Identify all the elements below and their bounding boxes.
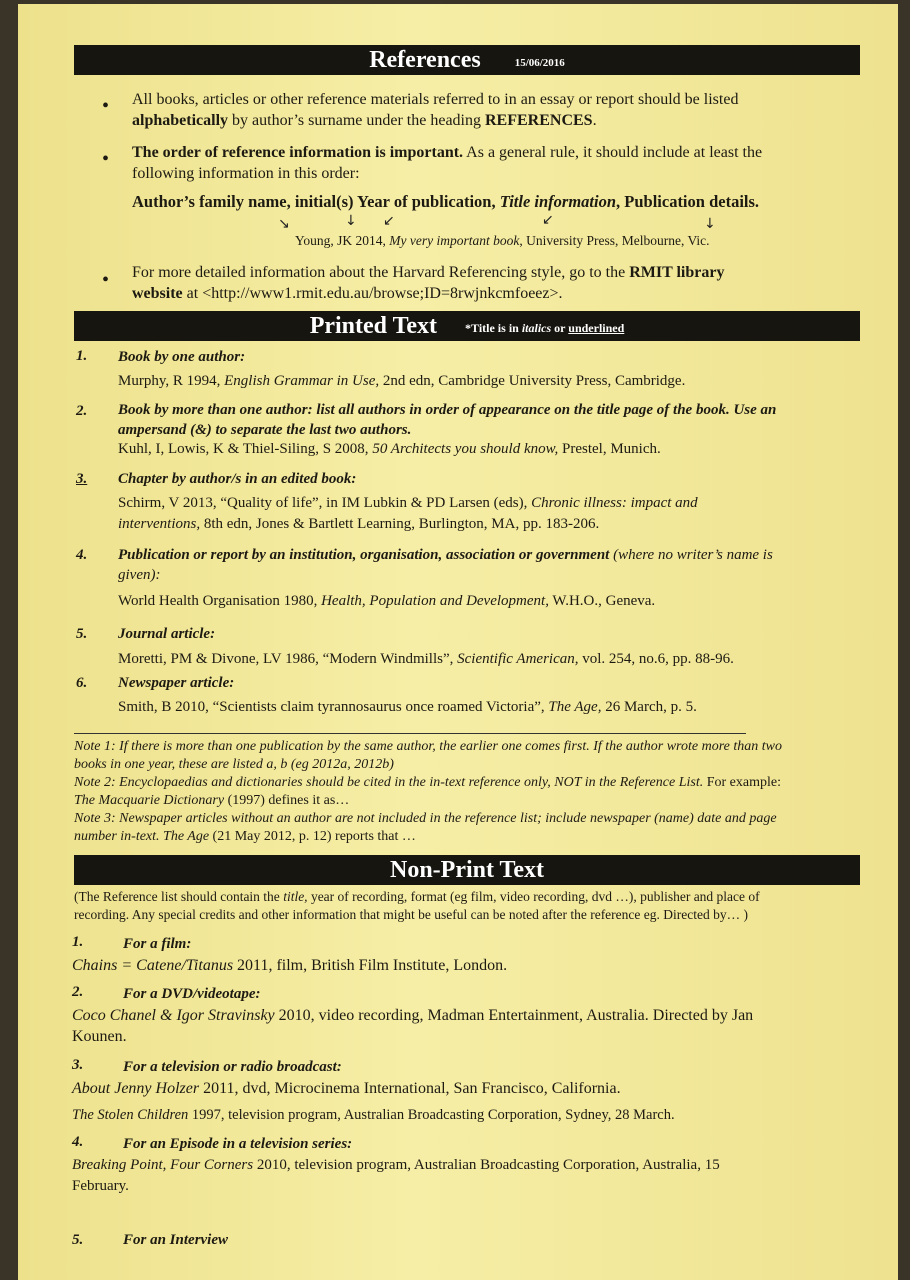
text: by author’s surname under the heading — [228, 112, 485, 129]
text: All books, articles or other reference materials referred to in an essay or report should be listed — [132, 91, 739, 108]
reference-example — [118, 591, 655, 612]
text: Moretti, PM & Divone, LV 1986, “Modern Windmills”, — [118, 651, 458, 667]
references-heading-bar — [74, 45, 860, 75]
reference-example — [118, 439, 661, 460]
text: Newspaper articles without an author are not included in the reference list; include newspaper (name) date and page — [119, 811, 777, 826]
text: ampersand (&) to separate the last two authors. — [118, 422, 412, 438]
text: For more detailed information about the Harvard Referencing style, go to the — [132, 264, 630, 281]
reference-example — [118, 371, 685, 392]
reference-example — [72, 1005, 872, 1047]
reference-example — [72, 1155, 872, 1197]
item-number: 5. — [76, 626, 88, 642]
text: 2011, film, British Film Institute, London. — [233, 957, 508, 974]
document-page — [18, 4, 898, 1280]
text: February. — [72, 1178, 129, 1194]
text: 2011, dvd, Microcinema International, San Francisco, California. — [199, 1080, 621, 1097]
item-heading — [118, 400, 878, 440]
item-number: 5. — [72, 1232, 84, 1248]
text: alphabetically — [132, 112, 229, 129]
text: Prestel, Munich. — [558, 441, 661, 457]
reference-example — [72, 955, 507, 976]
text: W.H.O., Geneva. — [548, 593, 656, 609]
text: , University Press, Melbourne, Vic. — [519, 233, 710, 248]
title-format-note — [465, 321, 624, 336]
text: World Health Organisation 1980, — [118, 593, 322, 609]
bullet-order — [132, 142, 872, 184]
item-heading: For an Interview — [123, 1232, 229, 1248]
item-heading: Book by one author: — [118, 349, 246, 365]
printed-text-heading-bar — [74, 311, 860, 341]
text: 1997, television program, Australian Broadcasting Corporation, Sydney, 28 March. — [188, 1107, 675, 1123]
arrow-icon: ↘ — [278, 216, 290, 232]
text: 2nd edn, Cambridge University Press, Cambridge. — [379, 373, 686, 389]
text: Young, JK 2014, — [295, 233, 390, 248]
text: Smith, B 2010, “Scientists claim tyrannosaurus once roamed Victoria”, — [118, 699, 549, 715]
reference-example — [118, 493, 878, 535]
text: interventions, — [118, 516, 201, 532]
text: given): — [118, 567, 161, 583]
item-number: 3. — [72, 1057, 84, 1073]
text: Chains = Catene/Titanus — [72, 957, 234, 974]
arrow-icon: ↙ — [542, 212, 554, 228]
item-heading: For a television or radio broadcast: — [123, 1059, 342, 1075]
arrow-icon: ↓ — [345, 213, 357, 229]
item-heading: For an Episode in a television series: — [123, 1136, 353, 1152]
item-heading: Newspaper article: — [118, 675, 235, 691]
non-print-text-title: Non-Print Text — [389, 856, 544, 883]
text: Note 1: If there is more than one publication by the same author, the earlier one comes first. If the author wrote more than two — [74, 739, 782, 754]
text: or — [551, 320, 569, 335]
item-number: 2. — [72, 984, 84, 1000]
bullet-icon: • — [102, 148, 110, 170]
item-number: 4. — [72, 1134, 84, 1150]
notes-block — [74, 738, 874, 846]
text: Schirm, V 2013, “Quality of life”, in IM Lubkin & PD Larsen (eds), — [118, 495, 532, 511]
text: 2010, television program, Australian Broadcasting Corporation, Australia, 15 — [253, 1157, 720, 1173]
order-line — [132, 192, 759, 212]
text: Coco Chanel & Igor Stravinsky — [72, 1007, 275, 1024]
reference-example — [72, 1078, 621, 1099]
text: (1997) defines it as… — [224, 793, 350, 808]
arrow-icon: ↙ — [383, 213, 395, 229]
bullet-rmit-library — [132, 262, 872, 304]
text: REFERENCES — [484, 112, 593, 129]
item-heading: Journal article: — [118, 626, 216, 642]
text: Author’s family name, initial(s) Year of publication, — [132, 192, 500, 211]
text: The Age, — [548, 699, 602, 715]
text: Title information — [499, 192, 617, 211]
item-number: 2. — [76, 403, 88, 419]
bullet-icon: • — [102, 269, 110, 291]
text: (21 May 2012, p. 12) reports that … — [209, 829, 416, 844]
text: English Grammar in Use, — [224, 373, 380, 389]
item-number: 1. — [72, 934, 84, 950]
text: The order of reference information is important. — [132, 144, 464, 161]
item-number: 4. — [76, 547, 88, 563]
text: website — [132, 285, 183, 302]
text: 2010, video recording, Madman Entertainment, Australia. Directed by Jan — [274, 1007, 754, 1024]
text: Note 3: — [74, 811, 120, 826]
text: 8th edn, Jones & Bartlett Learning, Burlington, MA, pp. 183-206. — [200, 516, 600, 532]
text: Book by more than one author: list all authors in order of appearance on the title page of the book. Use an — [118, 402, 777, 418]
item-heading — [118, 545, 878, 585]
text: following information in this order: — [132, 165, 360, 182]
text: About Jenny Holzer — [72, 1080, 200, 1097]
item-number: 1. — [76, 348, 88, 364]
text: Note 2: Encyclopaedias and dictionaries should be cited in the in-text reference only, NOT in the Reference List. — [74, 775, 704, 790]
text: The Stolen Children — [72, 1107, 189, 1123]
text: My very important book — [389, 233, 520, 248]
text: Breaking Point, Four Corners — [72, 1157, 254, 1173]
printed-text-title: Printed Text — [309, 312, 438, 339]
bullet-alphabetical — [132, 89, 872, 131]
text: Kounen. — [72, 1028, 127, 1045]
arrow-icon: ↓ — [704, 216, 716, 232]
text: Kuhl, I, Lowis, K & Thiel-Siling, S 2008, — [118, 441, 373, 457]
text: Health, Population and Development, — [321, 593, 549, 609]
text: recording. Any special credits and other information that might be useful can be noted after the reference eg. Directed by… ) — [74, 907, 748, 922]
text: For example: — [703, 775, 781, 790]
text: *Title is in — [465, 320, 522, 335]
example-reference — [295, 233, 710, 249]
document-date: 15/06/2016 — [514, 57, 565, 69]
text: Chronic illness: impact and — [531, 495, 698, 511]
text: Murphy, R 1994, — [118, 373, 225, 389]
text: , Publication details. — [616, 192, 760, 211]
reference-example — [118, 697, 697, 718]
text: As a general rule, it should include at least the — [463, 144, 763, 161]
text: underlined — [568, 320, 625, 335]
text: . — [592, 112, 597, 129]
reference-example — [118, 649, 734, 670]
text: 50 Architects you should know, — [372, 441, 559, 457]
text: (The Reference list should contain the — [74, 889, 284, 904]
references-title: References — [369, 46, 481, 73]
text: RMIT library — [629, 264, 725, 281]
text: books in one year, these are listed a, b (eg 2012a, 2012b) — [74, 757, 394, 772]
text: at <http://www1.rmit.edu.au/browse;ID=8rwjnkcmfoeez>. — [182, 285, 563, 302]
item-number: 3. — [76, 471, 88, 487]
text: title, — [283, 889, 308, 904]
non-print-text-heading-bar — [74, 855, 860, 885]
text: italics — [521, 320, 552, 335]
text: Scientific American, — [457, 651, 579, 667]
item-heading: For a DVD/videotape: — [123, 986, 261, 1002]
item-heading: Chapter by author/s in an edited book: — [118, 471, 357, 487]
bullet-icon: • — [102, 95, 110, 117]
item-heading: For a film: — [123, 936, 192, 952]
text: number in-text. The Age — [74, 829, 210, 844]
text: vol. 254, no.6, pp. 88-96. — [578, 651, 734, 667]
text: Publication or report by an institution, organisation, association or government — [118, 547, 610, 563]
text: 26 March, p. 5. — [601, 699, 697, 715]
text: year of recording, format (eg film, video recording, dvd …), publisher and place of — [307, 889, 760, 904]
divider — [74, 733, 746, 734]
text: (where no writer’s name is — [609, 547, 773, 563]
non-print-intro — [74, 888, 874, 924]
text: The Macquarie Dictionary — [74, 793, 225, 808]
item-number: 6. — [76, 675, 88, 691]
reference-example — [72, 1105, 675, 1126]
